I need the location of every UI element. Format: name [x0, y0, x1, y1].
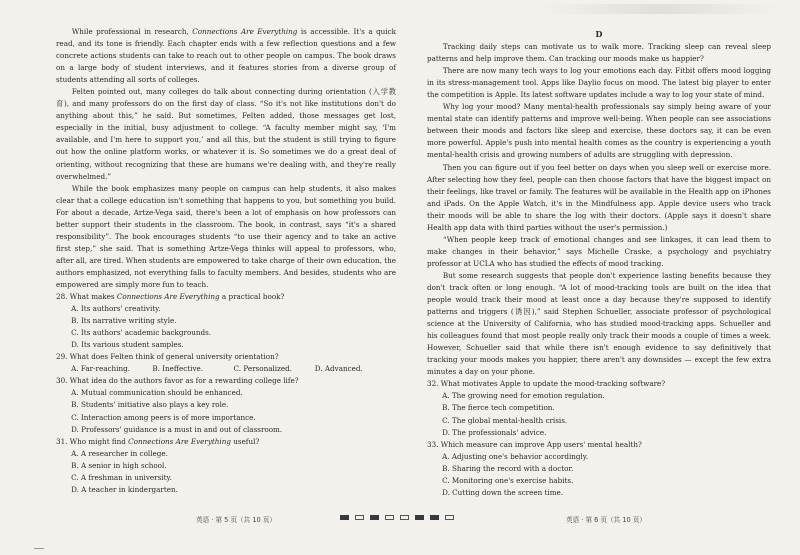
- paragraph: While the book emphasizes many people on campus can help students, it also makes clear that a college education isn't something that happens to you, but something you build. For about a decade, Artze-Vega said, there's been a lot of emphasis on how professors can better support their students in the classroom. The book, in contrast, says “it's a shared responsibility”. The book encourages students “to use their agency and to take an active first step,” she said. That is something Artze-Vega thinks will appeal to professors, who, after all, are tired. When students are empowered to take charge of their own education, the authors emphasized, not everything falls to faculty members. And besides, students who are empowered are simply more fun to teach.: [56, 183, 396, 289]
- question-29-option-a: A. Far-reaching.: [71, 364, 130, 374]
- paragraph: “When people keep track of emotional changes and see linkages, it can lead them to make changes in their behavior,” says Michelle Craske, a psychology and psychiatry professor at UCLA who has studied the effects of mood tracking.: [427, 234, 771, 268]
- question-30-option-a: A. Mutual communication should be enhanced.: [71, 388, 243, 398]
- registration-mark: [400, 515, 409, 520]
- question-28-option-b: B. Its narrative writing style.: [71, 316, 177, 326]
- margin-tick: [34, 548, 44, 549]
- registration-mark: [340, 515, 349, 520]
- paragraph: But some research suggests that people don't experience lasting benefits because they don't track often or long enough. “A lot of mood-tracking tools are built on the idea that people would track their mood at least once a day because they're supposed to identify patterns and triggers (诱因),” said Stephen Schueller, associate professor of psychological science at the University of California, who has studied mood-tracking apps. Schueller and his colleagues found that most people really only track their moods a couple of times a week. However, Schueller said that while there isn't enough evidence to say definitively that tracking your moods makes you happier, there aren't any downsides — except the few extra minutes a day on your phone.: [427, 270, 771, 377]
- registration-mark: [445, 515, 454, 520]
- question-29-stem: 29. What does Felten think of general university orientation?: [56, 352, 279, 362]
- question-30-stem: 30. What idea do the authors favor as for a rewarding college life?: [56, 376, 299, 386]
- question-33-option-b: B. Sharing the record with a doctor.: [442, 463, 574, 473]
- question-32-option-d: D. The professionals' advice.: [442, 427, 547, 437]
- paragraph: There are now many tech ways to log your emotions each day. Fitbit offers mood logging in its stress-management tool. Apps like Daylio focus on mood. The latest big player to enter the competition is Apple. Its latest software updates include a way to log your state of mind.: [427, 66, 771, 100]
- paragraph: Then you can figure out if you feel better on days when you sleep well or exercise more. After selecting how they feel, people can then choose factors that have the biggest impact on their feelings, like travel or family. The features will be available in the Health app on iPhones and iPads. On the Apple Watch, it's in the Mindfulness app. Apple device users who track their moods will be able to share the log with their doctors. (Apple says it doesn't share Health app data with third parties without the user's permission.): [427, 162, 771, 232]
- paragraph: While professional in research, Connections Are Everything is accessible. It's a quick read, and its tone is friendly. Each chapter ends with a few reflection questions and a few concrete actions students can take to reach out to other people on campus. The book draws on a large body of student interviews, and it features stories from a diverse group of students attending all sorts of colleges.: [56, 27, 396, 85]
- question-30-option-b: B. Students' initiative also plays a key role.: [71, 400, 229, 410]
- paragraph: Felten pointed out, many colleges do talk about connecting during orientation (入学教育), and many professors do on the first day of class. “So it's not like institutions don't do anything about this,” he said. But sometimes, Felten added, those messages get lost, especially in the initial, busy adjustment to college. “A faculty member might say, ‘I'm available, and I'm here to support you,’ and all this, but the student is still trying to figure out how the online platform works, or whatever it is. So sometimes we do a great deal of orienting, without recognizing that these are humans we're dealing with, and they're really overwhelmed.”: [56, 87, 396, 181]
- question-32-option-a: A. The growing need for emotion regulation.: [442, 391, 605, 401]
- question-29-option-b: B. Ineffective.: [152, 364, 204, 374]
- question-32-option-b: B. The fierce tech competition.: [442, 403, 555, 413]
- right-page-column: [427, 28, 771, 499]
- question-30-option-d: D. Professors' guidance is a must in and out of classroom.: [71, 424, 283, 434]
- question-32-stem: 32. What motivates Apple to update the mood-tracking software?: [427, 379, 666, 389]
- question-33-stem: 33. Which measure can improve App users' mental health?: [427, 439, 642, 449]
- book-title: Connections Are Everything: [192, 27, 298, 36]
- paragraph: Why log your mood? Many mental-health professionals say simply being aware of your mental state can identify patterns and improve well-being. When people can see associations between their moods and factors like sleep and exercise, these doctors say, it can be even more powerful. Apple's push into mental health comes as the country is experiencing a youth mental-health crisis and growing numbers of adults are struggling with depression.: [427, 102, 771, 160]
- scan-registration-marks: [340, 515, 454, 520]
- page-footer-right: 英语 · 第 6 页（共 10 页）: [566, 516, 647, 524]
- question-28-option-a: A. Its authors' creativity.: [71, 304, 161, 314]
- question-29-options: [56, 363, 396, 375]
- question-28-stem: 28. What makes Connections Are Everything a practical book?: [56, 292, 285, 302]
- scan-smudge: [540, 4, 780, 14]
- registration-mark: [370, 515, 379, 520]
- question-33-option-c: C. Monitoring one's exercise habits.: [442, 475, 574, 485]
- question-31-option-c: C. A freshman in university.: [71, 472, 172, 482]
- registration-mark: [430, 515, 439, 520]
- page-footer-left: 英语 · 第 5 页（共 10 页）: [196, 516, 277, 524]
- question-28-option-d: D. Its various student samples.: [71, 340, 184, 350]
- registration-mark: [355, 515, 364, 520]
- question-29-option-d: D. Advanced.: [314, 364, 363, 374]
- paragraph: Tracking daily steps can motivate us to walk more. Tracking sleep can reveal sleep patterns and help improve them. Can tracking our moods make us happier?: [427, 42, 771, 64]
- registration-mark: [385, 515, 394, 520]
- question-31-stem: 31. Who might find Connections Are Everything useful?: [56, 436, 260, 446]
- question-31-option-b: B. A senior in high school.: [71, 460, 167, 470]
- question-32-option-c: C. The global mental-health crisis.: [442, 415, 568, 425]
- book-title: Connections Are Everything: [128, 436, 231, 446]
- question-31-option-a: A. A researcher in college.: [71, 448, 168, 458]
- question-31-option-d: D. A teacher in kindergarten.: [71, 484, 178, 494]
- left-page-column: [56, 26, 396, 496]
- section-heading: D: [595, 29, 603, 39]
- question-30-option-c: C. Interaction among peers is of more importance.: [71, 412, 256, 422]
- question-33-option-d: D. Cutting down the screen time.: [442, 487, 564, 497]
- question-33-option-a: A. Adjusting one's behavior accordingly.: [442, 451, 589, 461]
- registration-mark: [415, 515, 424, 520]
- book-title: Connections Are Everything: [116, 292, 220, 302]
- question-29-option-c: C. Personalized.: [233, 364, 293, 374]
- question-28-option-c: C. Its authors' academic backgrounds.: [71, 328, 212, 338]
